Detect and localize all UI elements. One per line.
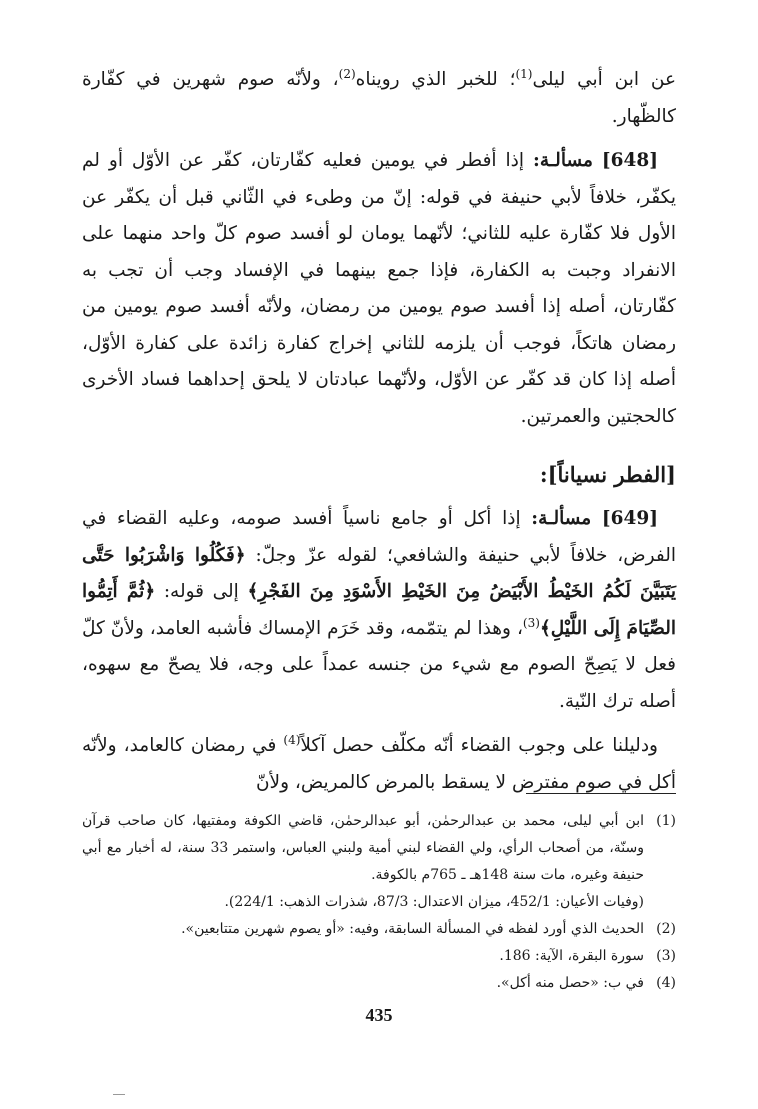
footnote-number: (4) <box>656 975 676 991</box>
scan-mark <box>113 1094 125 1095</box>
paragraph-1 <box>82 62 676 135</box>
footnote-text: الحديث الذي أورد لفظه في المسألة السابقة، وفيه: «أو يصوم شهرين متتابعين». <box>181 921 644 937</box>
issue-649-text-b: إلى قوله: <box>163 581 239 602</box>
footnote-ref-4[interactable]: (4) <box>283 732 301 747</box>
paragraph-evidence <box>82 728 676 801</box>
issue-649-text-a: إذا أكل أو جامع ناسياً أفسد صومه، وعليه القضاء في الفرض، خلافاً لأبي حنيفة والشافعي؛ لقوله عزّ وجلّ: <box>82 508 676 566</box>
issue-649 <box>82 501 676 720</box>
footnotes <box>82 808 676 997</box>
footnote-number: (3) <box>656 948 676 964</box>
section-heading: [الفطر نسياناً]: <box>539 462 676 487</box>
page-number: 435 <box>365 1005 393 1025</box>
footnote-1-sources: (وفيات الأعيان: 452/1، ميزان الاعتدال: 87/3، شذرات الذهب: 224/1). <box>224 894 644 910</box>
issue-649-text-c: ، وهذا لم يتمّمه، وقد خَرَم الإمساك فأشبه العامد، ولأنّ كلّ فعل لا يَصِحّ الصوم مع شيء من جنسه عمداً على وجه، فلا يصحّ مع سهوه، أصله ترك النّية. <box>82 617 676 712</box>
footnote-text: في ب: «حصل منه أكل». <box>496 975 644 991</box>
paragraph-1-text-b: ؛ للخبر الذي رويناه <box>355 69 516 90</box>
issue-649-number: [649] <box>601 508 658 529</box>
footnote-ref-3[interactable]: (3) <box>522 615 540 630</box>
footnote-number: (1) <box>656 813 676 829</box>
issue-648-number: [648] <box>601 150 658 171</box>
paragraph-evidence-text-b: في رمضان كالعامد، ولأنّه أكل في صوم مفترض لا يسقط بالمرض كالمريض، ولأنّ <box>82 735 676 793</box>
footnote-divider <box>526 793 676 794</box>
footnote-4 <box>82 970 676 997</box>
footnote-text: ابن أبي ليلى، محمد بن عبدالرحمٰن، أبو عبدالرحمٰن، قاضي الكوفة ومفتيها، كان صاحب قرآن وسنّة، من أصحاب الرأي، ولي القضاء لبني أمية ولبني العباس، واستمر 33 سنة، له أخبار مع أبي حنيفة وغيره، مات سنة 148هـ ـ 765م بالكوفة. <box>82 813 645 883</box>
footnote-ref-1[interactable]: (1) <box>515 66 533 81</box>
footnote-text: سورة البقرة، الآية: 186. <box>499 948 644 964</box>
footnote-2 <box>82 916 676 943</box>
paragraph-1-text-a: عن ابن أبي ليلى <box>532 69 676 90</box>
issue-648-label: مسألـة: <box>533 150 593 171</box>
footnote-number: (2) <box>656 921 676 937</box>
issue-648-text: إذا أفطر في يومين فعليه كفّارتان، كفّر عن الأوّل أو لم يكفّر، خلافاً لأبي حنيفة في قوله: إنّ من وطىء في الثّاني قبل أن يكفّر عن الأول فلا كفّارة عليه للثاني؛ لأنّهما يومان لو أفسد صوم كلّ واحد منهما على الانفراد وجبت به الكفارة، فإذا جمع بينهما في الإفساد وجب أن تجب به كفّارتان، أصله إذا أفسد صوم يومين من رمضان، ولأنّه أفسد صوم يومين من رمضان هاتكاً، فوجب أن يلزمه للثاني إخراج كفارة زائدة على كفارة الأوّل، أصله إذا كان قد كفّر عن الأوّل، ولأنّهما عبادتان لا يلحق إحداهما فساد الأخرى كالحجتين والعمرتين. <box>82 150 676 427</box>
footnote-1 <box>82 808 676 889</box>
paragraph-1-text-c: ، ولأنّه صوم شهرين في كفّارة كالظّهار. <box>82 69 676 127</box>
footnote-3 <box>82 943 676 970</box>
quran-verse-2: ﴿ثُمَّ أَتِمُّوا الصِّيَامَ إِلَى اللَّيْلِ﴾ <box>82 581 676 639</box>
footnote-ref-2[interactable]: (2) <box>338 66 356 81</box>
paragraph-evidence-text-a: ودليلنا على وجوب القضاء أنّه مكلّف حصل آكلاً <box>300 735 658 756</box>
issue-649-label: مسألـة: <box>531 508 592 529</box>
issue-648 <box>82 143 676 435</box>
quran-verse-1: ﴿فَكُلُوا وَاشْرَبُوا حَتَّى يَتَبَيَّنَ لَكُمُ الخَيْطُ الأَبْيَضُ مِنَ الخَيْطِ الأَسْوَدِ مِنَ الفَجْرِ﴾ <box>82 544 677 602</box>
page-body <box>82 62 676 801</box>
